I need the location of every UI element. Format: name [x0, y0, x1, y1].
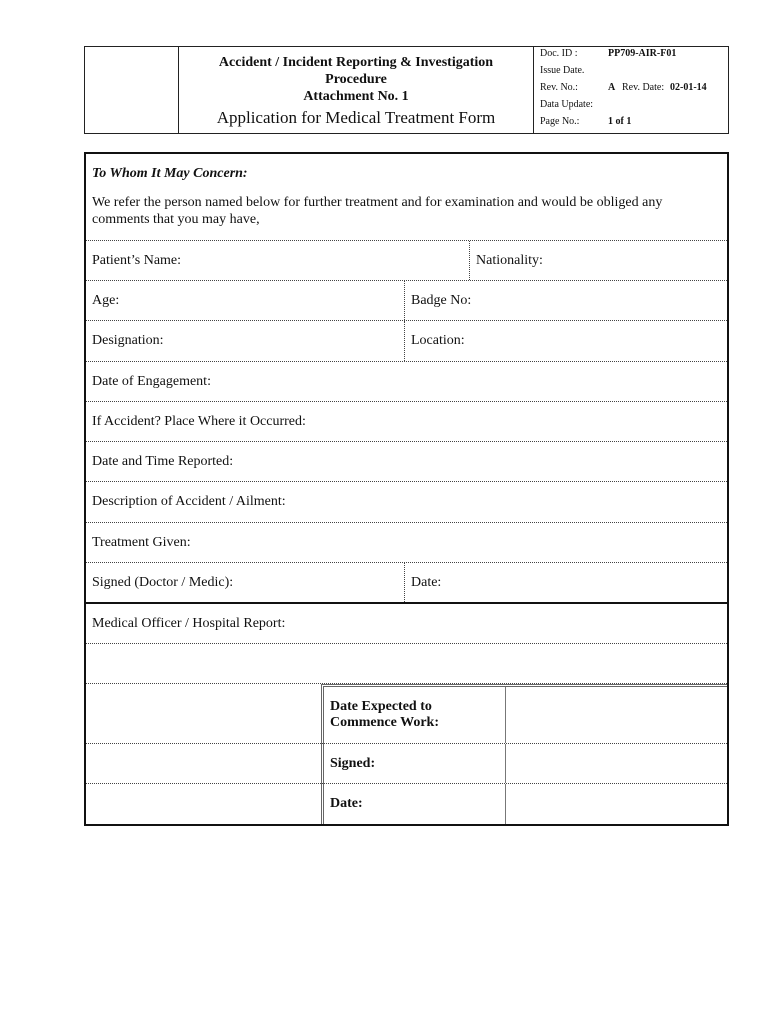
rev-date-value: 02-01-14	[670, 82, 707, 93]
signed-input[interactable]	[505, 744, 506, 783]
page-no-value: 1 of 1	[608, 116, 632, 127]
badge-no-label: Badge No:	[411, 292, 472, 308]
rev-no-value: A	[608, 82, 616, 93]
data-update-label: Data Update:	[540, 99, 594, 110]
date-time-reported-field[interactable]	[86, 442, 727, 481]
doc-id-label: Doc. ID :	[540, 48, 578, 59]
row-treatment-given	[86, 523, 727, 563]
form-title: Application for Medical Treatment Form	[216, 107, 496, 127]
date-expected-label: Date Expected to Commence Work:	[330, 699, 439, 730]
date-of-engagement-label: Date of Engagement:	[92, 373, 211, 389]
row-report-blank[interactable]	[86, 644, 727, 684]
page-no-label: Page No.:	[540, 116, 580, 127]
patient-name-label: Patient’s Name:	[92, 252, 182, 268]
patient-name-field[interactable]	[86, 241, 469, 280]
row-signed-doctor	[86, 563, 727, 604]
document-meta	[534, 47, 728, 133]
row-date-of-engagement	[86, 362, 727, 402]
location-label: Location:	[411, 333, 465, 348]
location-field[interactable]	[405, 321, 727, 361]
date-label: Date:	[411, 574, 442, 590]
designation-field[interactable]	[86, 321, 404, 361]
date-time-reported-label: Date and Time Reported:	[92, 453, 234, 469]
row-age	[86, 281, 727, 321]
date-bottom-input[interactable]	[505, 784, 506, 824]
row-patient	[86, 241, 727, 281]
meta-rev	[540, 81, 707, 95]
logo-cell	[85, 47, 179, 133]
issue-date-label: Issue Date.	[540, 65, 585, 76]
return-to-work-table	[321, 684, 727, 824]
row-designation	[86, 321, 727, 362]
signed-row	[324, 744, 727, 784]
intro-title: To Whom It May Concern:	[92, 166, 248, 181]
meta-issue-date	[540, 64, 584, 78]
row-description	[86, 482, 727, 523]
header-title-block	[179, 47, 534, 133]
rev-date-label: Rev. Date:	[622, 82, 665, 93]
rev-no-label: Rev. No.:	[540, 82, 578, 93]
doc-id-value: PP709-AIR-F01	[608, 48, 677, 59]
row-medical-officer	[86, 604, 727, 644]
header-title-line1: Accident / Incident Reporting & Investigation	[218, 54, 494, 70]
document-header	[84, 46, 729, 134]
intro-section	[86, 154, 727, 241]
date-row	[324, 784, 727, 824]
treatment-given-field[interactable]	[86, 523, 727, 562]
header-title-line3: Attachment No. 1	[303, 88, 409, 104]
nationality-field[interactable]	[470, 241, 727, 280]
header-title-line2: Procedure	[325, 71, 387, 87]
meta-page-no	[540, 115, 632, 129]
signed-doctor-label: Signed (Doctor / Medic):	[92, 574, 234, 590]
medical-officer-field[interactable]	[86, 604, 727, 643]
date-bottom-label: Date:	[330, 796, 363, 811]
signed-doctor-field[interactable]	[86, 563, 404, 602]
description-field[interactable]	[86, 482, 727, 522]
row-date-time-reported	[86, 442, 727, 482]
row-accident-place	[86, 402, 727, 442]
meta-doc-id	[540, 47, 677, 61]
medical-treatment-form	[84, 152, 729, 826]
meta-data-update	[540, 98, 593, 112]
accident-place-label: If Accident? Place Where it Occurred:	[92, 413, 306, 429]
signed-label: Signed:	[330, 755, 376, 771]
designation-label: Designation:	[92, 333, 164, 348]
nationality-label: Nationality:	[476, 252, 543, 268]
age-field[interactable]	[86, 281, 404, 320]
date-expected-row	[324, 687, 727, 744]
date-of-engagement-field[interactable]	[86, 362, 727, 401]
intro-text: We refer the person named below for further treatment and for examination and would be obliged any comments that you may have,	[92, 195, 663, 227]
date-expected-input[interactable]	[505, 687, 506, 743]
treatment-given-label: Treatment Given:	[92, 534, 191, 550]
description-label: Description of Accident / Ailment:	[92, 494, 286, 509]
medical-officer-label: Medical Officer / Hospital Report:	[92, 615, 286, 631]
badge-no-field[interactable]	[405, 281, 727, 320]
date-field[interactable]	[405, 563, 727, 602]
accident-place-field[interactable]	[86, 402, 727, 441]
age-label: Age:	[92, 292, 120, 308]
